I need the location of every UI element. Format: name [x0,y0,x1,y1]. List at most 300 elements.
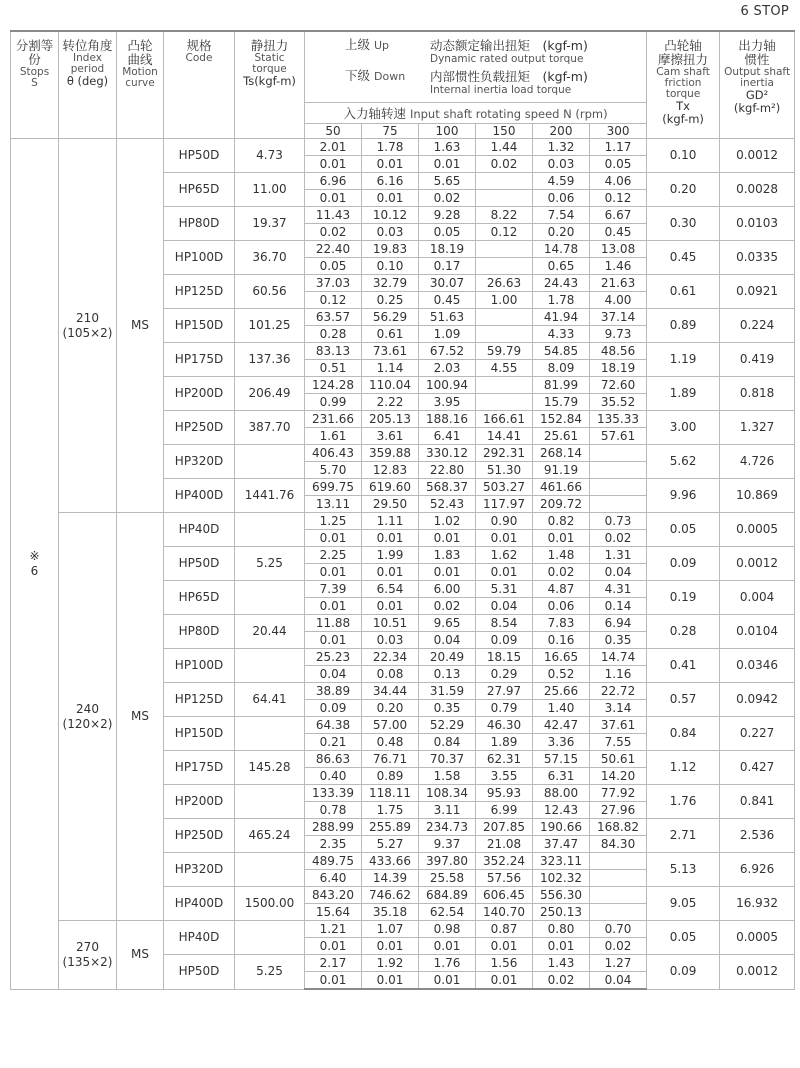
inertia-torque-value: 18.19 [590,360,647,377]
rated-torque-value: 1.44 [476,139,533,156]
rated-torque-value: 25.66 [533,683,590,700]
cam-friction-value: 3.00 [647,411,720,445]
inertia-torque-value: 0.02 [305,224,362,241]
rated-torque-value: 6.16 [362,173,419,190]
static-torque-value: 206.49 [235,377,305,411]
inertia-torque-value: 5.70 [305,462,362,479]
model-code: HP175D [164,751,235,785]
inertia-torque-value: 0.45 [419,292,476,309]
rated-torque-value: 4.87 [533,581,590,598]
static-torque-value [235,853,305,887]
index-angle-cell [59,513,117,921]
inertia-torque-value: 0.01 [305,632,362,649]
model-code: HP50D [164,139,235,173]
inertia-torque-value: 57.61 [590,428,647,445]
model-code: HP40D [164,921,235,955]
rated-torque-value: 22.40 [305,241,362,258]
inertia-torque-value: 0.01 [362,564,419,581]
inertia-torque-value: 0.01 [305,972,362,990]
rated-torque-value: 746.62 [362,887,419,904]
static-torque-value: 11.00 [235,173,305,207]
rated-torque-value: 0.73 [590,513,647,530]
rated-torque-value: 1.78 [362,139,419,156]
model-code: HP150D [164,717,235,751]
rated-torque-value: 7.39 [305,581,362,598]
cam-friction-value: 1.19 [647,343,720,377]
cam-friction-value: 0.45 [647,241,720,275]
rated-torque-value: 18.19 [419,241,476,258]
inertia-torque-value: 0.40 [305,768,362,785]
inertia-torque-value: 3.55 [476,768,533,785]
inertia-torque-value: 0.04 [419,632,476,649]
inertia-torque-value: 15.79 [533,394,590,411]
output-inertia-value: 0.841 [720,785,795,819]
output-inertia-value: 0.0028 [720,173,795,207]
inertia-torque-value: 9.73 [590,326,647,343]
model-code: HP65D [164,173,235,207]
rated-torque-value: 62.31 [476,751,533,768]
inertia-torque-value [476,258,533,275]
inertia-torque-value: 62.54 [419,904,476,921]
inertia-torque-value [476,326,533,343]
rated-torque-value: 42.47 [533,717,590,734]
cam-friction-value: 0.09 [647,547,720,581]
output-inertia-value: 1.327 [720,411,795,445]
inertia-torque-value: 9.37 [419,836,476,853]
index-angle-cell [59,921,117,990]
output-inertia-value: 0.0346 [720,649,795,683]
inertia-torque-value: 0.99 [305,394,362,411]
rated-torque-value: 81.99 [533,377,590,394]
rated-torque-value: 207.85 [476,819,533,836]
rated-torque-value: 330.12 [419,445,476,462]
inertia-torque-value: 0.16 [533,632,590,649]
inertia-torque-value: 14.41 [476,428,533,445]
rpm-value: 300 [590,124,647,139]
rated-torque-value: 255.89 [362,819,419,836]
rated-torque-value: 5.65 [419,173,476,190]
rated-torque-value: 110.04 [362,377,419,394]
inertia-torque-value: 0.20 [362,700,419,717]
model-code: HP175D [164,343,235,377]
rated-torque-value: 1.11 [362,513,419,530]
inertia-torque-value: 0.06 [533,598,590,615]
rated-torque-value [476,173,533,190]
inertia-torque-value: 6.99 [476,802,533,819]
inertia-torque-value: 0.09 [476,632,533,649]
rated-torque-value: 606.45 [476,887,533,904]
rated-torque-value: 1.63 [419,139,476,156]
rated-torque-value: 2.01 [305,139,362,156]
output-inertia-value: 0.0005 [720,921,795,955]
rated-torque-value: 95.93 [476,785,533,802]
model-code: HP80D [164,615,235,649]
table-body [11,139,795,990]
rated-torque-value: 684.89 [419,887,476,904]
rated-torque-value: 6.94 [590,615,647,632]
static-torque-value: 36.70 [235,241,305,275]
rated-torque-value: 1.32 [533,139,590,156]
inertia-torque-value: 2.35 [305,836,362,853]
inertia-torque-value: 0.01 [419,530,476,547]
output-inertia-value: 0.0012 [720,955,795,990]
rated-torque-value: 1.17 [590,139,647,156]
inertia-torque-value: 35.52 [590,394,647,411]
rated-torque-value: 843.20 [305,887,362,904]
inertia-torque-value: 0.01 [362,938,419,955]
static-torque-value: 465.24 [235,819,305,853]
rated-torque-value: 1.76 [419,955,476,972]
inertia-torque-value: 0.01 [476,972,533,990]
rated-torque-value: 34.44 [362,683,419,700]
static-torque-value: 387.70 [235,411,305,445]
rated-torque-value: 6.00 [419,581,476,598]
rated-torque-value: 0.87 [476,921,533,938]
inertia-torque-value [590,870,647,887]
inertia-torque-value: 0.04 [476,598,533,615]
static-torque-value [235,717,305,751]
inertia-torque-value: 0.01 [305,938,362,955]
inertia-torque-value: 14.20 [590,768,647,785]
model-code: HP50D [164,955,235,990]
inertia-torque-value: 51.30 [476,462,533,479]
rated-torque-value [476,241,533,258]
rated-torque-value: 18.15 [476,649,533,666]
rated-torque-value: 11.88 [305,615,362,632]
index-angle: 240 [76,701,99,716]
table-row-upper [11,921,795,938]
inertia-torque-value: 57.56 [476,870,533,887]
cam-friction-value: 0.20 [647,173,720,207]
inertia-torque-value: 0.79 [476,700,533,717]
rpm-value: 100 [419,124,476,139]
model-code: HP200D [164,377,235,411]
model-code: HP125D [164,683,235,717]
rated-torque-value: 6.54 [362,581,419,598]
cam-friction-value: 0.05 [647,513,720,547]
cam-friction-value: 0.61 [647,275,720,309]
cam-friction-value: 1.12 [647,751,720,785]
rated-torque-value: 323.11 [533,853,590,870]
cam-friction-value: 5.13 [647,853,720,887]
rated-torque-value: 1.27 [590,955,647,972]
inertia-torque-value: 29.50 [362,496,419,513]
rated-torque-value [476,309,533,326]
model-code: HP100D [164,241,235,275]
rated-torque-value: 46.30 [476,717,533,734]
inertia-torque-value: 0.09 [305,700,362,717]
inertia-torque-value: 0.04 [590,972,647,990]
rated-torque-value: 1.62 [476,547,533,564]
static-torque-value [235,513,305,547]
model-code: HP50D [164,547,235,581]
rated-torque-value: 10.51 [362,615,419,632]
inertia-torque-value: 0.01 [305,190,362,207]
inertia-torque-value: 0.89 [362,768,419,785]
inertia-torque-value: 0.01 [476,564,533,581]
inertia-torque-value: 0.29 [476,666,533,683]
inertia-torque-value: 0.08 [362,666,419,683]
rated-torque-value: 73.61 [362,343,419,360]
inertia-torque-value: 0.01 [362,598,419,615]
cam-friction-value: 0.09 [647,955,720,990]
cam-friction-value: 0.57 [647,683,720,717]
col-stops: 分割等份 Stops S [11,31,59,139]
col-code: 规格 Code [164,31,235,139]
cam-friction-value: 0.89 [647,309,720,343]
rated-torque-value: 32.79 [362,275,419,292]
col-cam-friction: 凸轮轴 摩擦扭力 Cam shaft friction torque Tx (kgf-m) [647,31,720,139]
inertia-torque-value: 0.03 [362,224,419,241]
inertia-torque-value: 0.04 [305,666,362,683]
rated-torque-value: 489.75 [305,853,362,870]
inertia-torque-value: 0.01 [305,564,362,581]
inertia-torque-value: 0.02 [419,190,476,207]
rated-torque-value: 57.15 [533,751,590,768]
inertia-torque-value [590,904,647,921]
indexer-spec-table [10,30,795,990]
rated-torque-value: 86.63 [305,751,362,768]
inertia-torque-value: 1.58 [419,768,476,785]
inertia-torque-value: 22.80 [419,462,476,479]
rated-torque-value: 4.06 [590,173,647,190]
inertia-torque-value: 0.05 [590,156,647,173]
cam-friction-value: 9.05 [647,887,720,921]
output-inertia-value: 0.0103 [720,207,795,241]
rated-torque-value: 11.43 [305,207,362,224]
inertia-torque-value [476,394,533,411]
inertia-torque-value: 117.97 [476,496,533,513]
inertia-torque-value: 0.01 [419,156,476,173]
output-inertia-value: 0.0335 [720,241,795,275]
rated-torque-value: 1.31 [590,547,647,564]
inertia-torque-value: 0.17 [419,258,476,275]
output-inertia-value: 0.0005 [720,513,795,547]
inertia-torque-value: 102.32 [533,870,590,887]
static-torque-value: 64.41 [235,683,305,717]
rated-torque-value: 268.14 [533,445,590,462]
inertia-torque-value: 0.12 [305,292,362,309]
rated-torque-value: 64.38 [305,717,362,734]
rated-torque-value: 352.24 [476,853,533,870]
output-inertia-value: 0.0104 [720,615,795,649]
inertia-torque-value: 0.01 [362,530,419,547]
rated-torque-value: 0.70 [590,921,647,938]
inertia-torque-value: 3.11 [419,802,476,819]
rated-torque-value: 14.74 [590,649,647,666]
inertia-torque-value: 0.01 [419,564,476,581]
rated-torque-value: 8.22 [476,207,533,224]
inertia-torque-value: 0.13 [419,666,476,683]
inertia-torque-value: 12.83 [362,462,419,479]
inertia-torque-value: 0.78 [305,802,362,819]
inertia-torque-value: 3.36 [533,734,590,751]
model-code: HP125D [164,275,235,309]
inertia-torque-value: 52.43 [419,496,476,513]
inertia-torque-value: 0.01 [362,156,419,173]
inertia-torque-value: 14.39 [362,870,419,887]
inertia-torque-value: 0.12 [476,224,533,241]
static-torque-value: 1441.76 [235,479,305,513]
rated-torque-value: 359.88 [362,445,419,462]
rated-torque-value: 31.59 [419,683,476,700]
rated-torque-value: 72.60 [590,377,647,394]
inertia-torque-value: 91.19 [533,462,590,479]
inertia-torque-value: 25.58 [419,870,476,887]
rated-torque-value [590,445,647,462]
cam-friction-value: 0.30 [647,207,720,241]
rated-torque-value: 292.31 [476,445,533,462]
motion-curve-cell: MS [117,139,164,513]
rated-torque-value: 699.75 [305,479,362,496]
rated-torque-value: 88.00 [533,785,590,802]
inertia-torque-value: 2.03 [419,360,476,377]
rated-torque-value: 133.39 [305,785,362,802]
rpm-value: 50 [305,124,362,139]
static-torque-value: 1500.00 [235,887,305,921]
rated-torque-value: 10.12 [362,207,419,224]
inertia-torque-value: 6.41 [419,428,476,445]
inertia-torque-value: 0.14 [590,598,647,615]
inertia-torque-value: 0.10 [362,258,419,275]
inertia-torque-value: 0.02 [590,938,647,955]
rated-torque-value: 76.71 [362,751,419,768]
static-torque-value [235,649,305,683]
inertia-torque-value: 0.01 [305,598,362,615]
rated-torque-value: 2.25 [305,547,362,564]
rated-torque-value: 1.48 [533,547,590,564]
rated-torque-value: 30.07 [419,275,476,292]
rated-torque-value: 83.13 [305,343,362,360]
rated-torque-value: 8.54 [476,615,533,632]
inertia-torque-value: 4.00 [590,292,647,309]
inertia-torque-value: 0.35 [419,700,476,717]
index-angle-sub: (135×2) [62,954,113,969]
rated-torque-value [590,853,647,870]
cam-friction-value: 5.62 [647,445,720,479]
rated-torque-value: 48.56 [590,343,647,360]
inertia-torque-value: 0.02 [533,564,590,581]
inertia-torque-value: 0.61 [362,326,419,343]
cam-friction-value: 0.41 [647,649,720,683]
output-inertia-value: 4.726 [720,445,795,479]
output-inertia-value: 0.0012 [720,547,795,581]
rated-torque-value: 5.31 [476,581,533,598]
model-code: HP320D [164,853,235,887]
index-angle-sub: (120×2) [62,716,113,731]
inertia-torque-value: 0.51 [305,360,362,377]
static-torque-value [235,785,305,819]
rated-torque-value: 9.65 [419,615,476,632]
inertia-torque-value [476,190,533,207]
model-code: HP400D [164,887,235,921]
model-code: HP100D [164,649,235,683]
inertia-torque-value: 3.14 [590,700,647,717]
rated-torque-value: 4.31 [590,581,647,598]
inertia-torque-value: 3.61 [362,428,419,445]
rated-torque-value: 1.07 [362,921,419,938]
inertia-torque-value: 0.01 [362,972,419,990]
rated-torque-value: 19.83 [362,241,419,258]
rated-torque-value: 9.28 [419,207,476,224]
output-inertia-value: 0.004 [720,581,795,615]
inertia-torque-value: 0.20 [533,224,590,241]
rated-torque-value: 190.66 [533,819,590,836]
rated-torque-value: 397.80 [419,853,476,870]
stops-value: 6 [30,563,39,578]
rpm-value: 200 [533,124,590,139]
inertia-torque-value: 0.52 [533,666,590,683]
static-torque-value [235,581,305,615]
inertia-torque-value: 84.30 [590,836,647,853]
inertia-torque-value: 2.22 [362,394,419,411]
rated-torque-value: 188.16 [419,411,476,428]
inertia-torque-value: 4.33 [533,326,590,343]
inertia-torque-value: 0.01 [419,972,476,990]
rated-torque-value: 14.78 [533,241,590,258]
table-header [11,31,795,139]
inertia-torque-value: 1.46 [590,258,647,275]
rated-torque-value: 568.37 [419,479,476,496]
rated-torque-value: 38.89 [305,683,362,700]
rated-torque-value: 231.66 [305,411,362,428]
inertia-torque-value: 0.04 [590,564,647,581]
inertia-torque-value: 0.25 [362,292,419,309]
motion-curve-cell: MS [117,513,164,921]
cam-friction-value: 0.19 [647,581,720,615]
inertia-torque-value: 0.45 [590,224,647,241]
inertia-torque-value: 0.01 [533,938,590,955]
inertia-torque-value: 0.02 [533,972,590,990]
inertia-torque-value: 0.02 [419,598,476,615]
rated-torque-value: 70.37 [419,751,476,768]
static-torque-value: 5.25 [235,955,305,990]
inertia-torque-value: 21.08 [476,836,533,853]
rated-torque-value: 0.82 [533,513,590,530]
rated-torque-value: 433.66 [362,853,419,870]
cam-friction-value: 0.28 [647,615,720,649]
inertia-torque-value [590,462,647,479]
output-inertia-value: 0.0942 [720,683,795,717]
col-motion-curve: 凸轮 曲线 Motion curve [117,31,164,139]
inertia-torque-value: 37.47 [533,836,590,853]
rated-torque-value: 2.17 [305,955,362,972]
inertia-torque-value: 15.64 [305,904,362,921]
model-code: HP40D [164,513,235,547]
rated-torque-value: 37.61 [590,717,647,734]
rated-torque-value: 51.63 [419,309,476,326]
static-torque-value [235,445,305,479]
inertia-torque-value: 0.05 [419,224,476,241]
rated-torque-value: 1.43 [533,955,590,972]
index-angle-cell [59,139,117,513]
stop-count-label: 6 STOP [740,4,789,19]
rated-torque-value: 57.00 [362,717,419,734]
inertia-torque-value: 1.61 [305,428,362,445]
rated-torque-value: 0.80 [533,921,590,938]
rated-torque-value: 22.72 [590,683,647,700]
rated-torque-value: 135.33 [590,411,647,428]
model-code: HP65D [164,581,235,615]
rated-torque-value: 406.43 [305,445,362,462]
col-output-inertia: 出力轴 惯性 Output shaft inertia GD² (kgf-m²) [720,31,795,139]
cam-friction-value: 1.76 [647,785,720,819]
model-code: HP200D [164,785,235,819]
inertia-torque-value: 0.06 [533,190,590,207]
rated-torque-value [476,377,533,394]
rated-torque-value: 37.03 [305,275,362,292]
rated-torque-value: 1.99 [362,547,419,564]
